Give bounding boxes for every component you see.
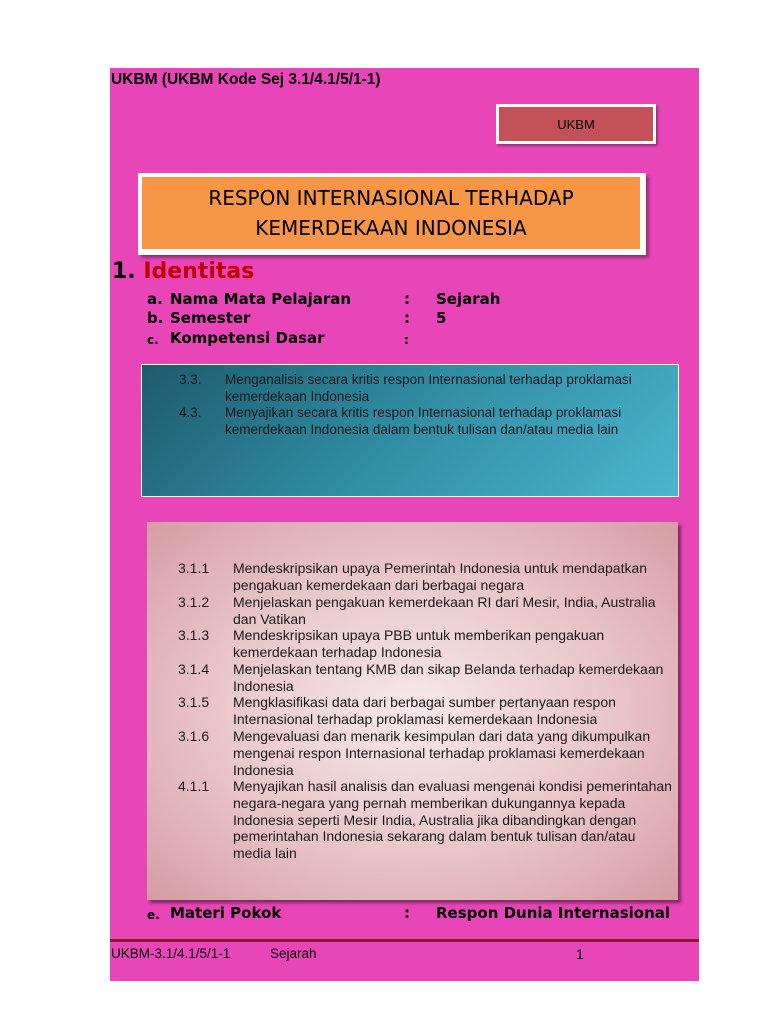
identity-key: b. <box>147 309 164 327</box>
indicator-text: Mendeskripsikan upaya Pemerintah Indonesia untuk mendapatkan pengakuan kemerdekaan dari berbagai negara <box>233 560 648 593</box>
footer-divider <box>110 939 699 942</box>
materi-key: e. <box>147 908 160 922</box>
indicator-number: 3.1.3 <box>178 627 210 643</box>
ukbm-badge <box>496 104 656 144</box>
document-title-line1: RESPON INTERNASIONAL TERHADAP <box>208 186 574 210</box>
footer-page-number: 1 <box>576 946 584 962</box>
materi-label: Materi Pokok <box>170 904 282 922</box>
identity-colon: : <box>404 309 410 327</box>
indicator-text: Mendeskripsikan upaya PBB untuk memberikan pengakuan kemerdekaan terhadap Indonesia <box>233 627 605 660</box>
identity-value: Sejarah <box>436 290 501 308</box>
identity-label: Kompetensi Dasar <box>170 329 325 347</box>
kompetensi-number: 3.3. <box>179 372 202 387</box>
materi-value: Respon Dunia Internasional <box>436 904 671 922</box>
indicator-number: 3.1.4 <box>178 661 210 677</box>
kompetensi-number: 4.3. <box>179 405 202 420</box>
footer-subject: Sejarah <box>270 946 317 961</box>
indicator-number: 3.1.2 <box>178 594 210 610</box>
indicator-text: Mengklasifikasi data dari berbagai sumber pertanyaan respon Internasional terhadap proklamasi kemerdekaan Indonesia <box>233 694 616 727</box>
section-number: 1. <box>112 259 136 284</box>
identity-value: 5 <box>436 309 447 327</box>
identity-colon: : <box>404 290 410 308</box>
identity-colon: : <box>404 333 409 347</box>
materi-colon: : <box>404 904 410 922</box>
indicator-number: 3.1.6 <box>178 728 210 744</box>
indicator-number: 3.1.1 <box>178 560 210 576</box>
ukbm-badge-label: UKBM <box>499 107 653 141</box>
identity-key: a. <box>147 290 163 308</box>
identity-key: c. <box>147 333 159 347</box>
indicator-number: 3.1.5 <box>178 694 210 710</box>
indicator-number: 4.1.1 <box>178 778 210 794</box>
document-header: UKBM (UKBM Kode Sej 3.1/4.1/5/1-1) <box>111 71 381 88</box>
footer-code: UKBM-3.1/4.1/5/1-1 <box>111 946 231 961</box>
kompetensi-text: Menganalisis secara kritis respon Internasional terhadap proklamasi kemerdekaan Indonesia <box>225 372 632 404</box>
indicator-text: Menjelaskan tentang KMB dan sikap Belanda terhadap kemerdekaan Indonesia <box>233 661 664 694</box>
document-title-box <box>138 173 646 255</box>
identity-label: Nama Mata Pelajaran <box>170 290 352 308</box>
kompetensi-text: Menyajikan secara kritis respon Internasional terhadap proklamasi kemerdekaan Indonesia dalam bentuk tulisan dan/atau media lain <box>225 405 622 437</box>
section-title: Identitas <box>143 259 255 284</box>
indicator-text: Menyajikan hasil analisis dan evaluasi mengenai kondisi pemerintahan negara-negara yang pernah memberikan dukungannya kepada Indonesia seperti Mesir India, Australia jika dibandingkan dengan pemerintahan Indonesia sekarang dalam bentuk tulisan dan/atau media lain <box>233 778 672 862</box>
identity-label: Semester <box>170 309 251 327</box>
document-title-line2: KEMERDEKAAN INDONESIA <box>255 216 527 240</box>
section-heading <box>112 259 254 284</box>
indicator-text: Mengevaluasi dan menarik kesimpulan dari data yang dikumpulkan mengenai respon Internasional terhadap proklamasi kemerdekaan Indonesia <box>233 728 651 778</box>
indicator-text: Menjelaskan pengakuan kemerdekaan RI dari Mesir, India, Australia dan Vatikan <box>233 594 656 627</box>
